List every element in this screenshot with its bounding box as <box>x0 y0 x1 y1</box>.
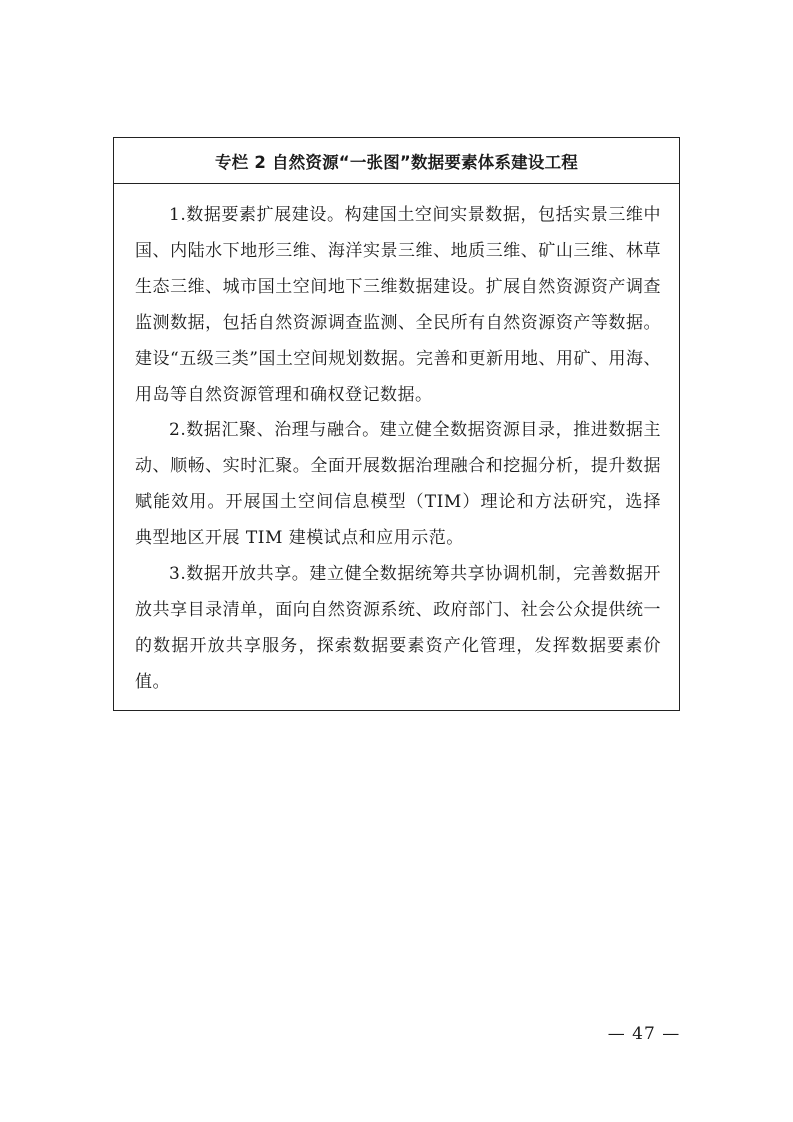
paragraph-data-element-expansion: 1.数据要素扩展建设。构建国土空间实景数据，包括实景三维中国、内陆水下地形三维、海洋实景三维、地质三维、矿山三维、林草生态三维、城市国土空间地下三维数据建设。扩展自然资源资产调查监测数据，包括自然资源调查监测、全民所有自然资源资产等数据。建设“五级三类”国土空间规划数据。完善和更新用地、用矿、用海、用岛等自然资源管理和确权登记数据。 <box>135 205 661 405</box>
page-number: — 47 — <box>607 1024 681 1044</box>
paragraph-data-aggregation: 2.数据汇聚、治理与融合。建立健全数据资源目录，推进数据主动、顺畅、实时汇聚。全面开展数据治理融合和挖掘分析，提升数据赋能效用。开展国土空间信息模型（TIM）理论和方法研究，选择典型地区开展 TIM 建模试点和应用示范。 <box>135 420 661 549</box>
column-body <box>114 184 679 701</box>
paragraph-data-sharing: 3.数据开放共享。建立健全数据统筹共享协调机制，完善数据开放共享目录清单，面向自然资源系统、政府部门、社会公众提供统一的数据开放共享服务，探索数据要素资产化管理，发挥数据要素价值。 <box>135 564 661 692</box>
column-title: 专栏 2 自然资源“一张图”数据要素体系建设工程 <box>114 138 679 184</box>
special-column-box <box>113 137 680 711</box>
